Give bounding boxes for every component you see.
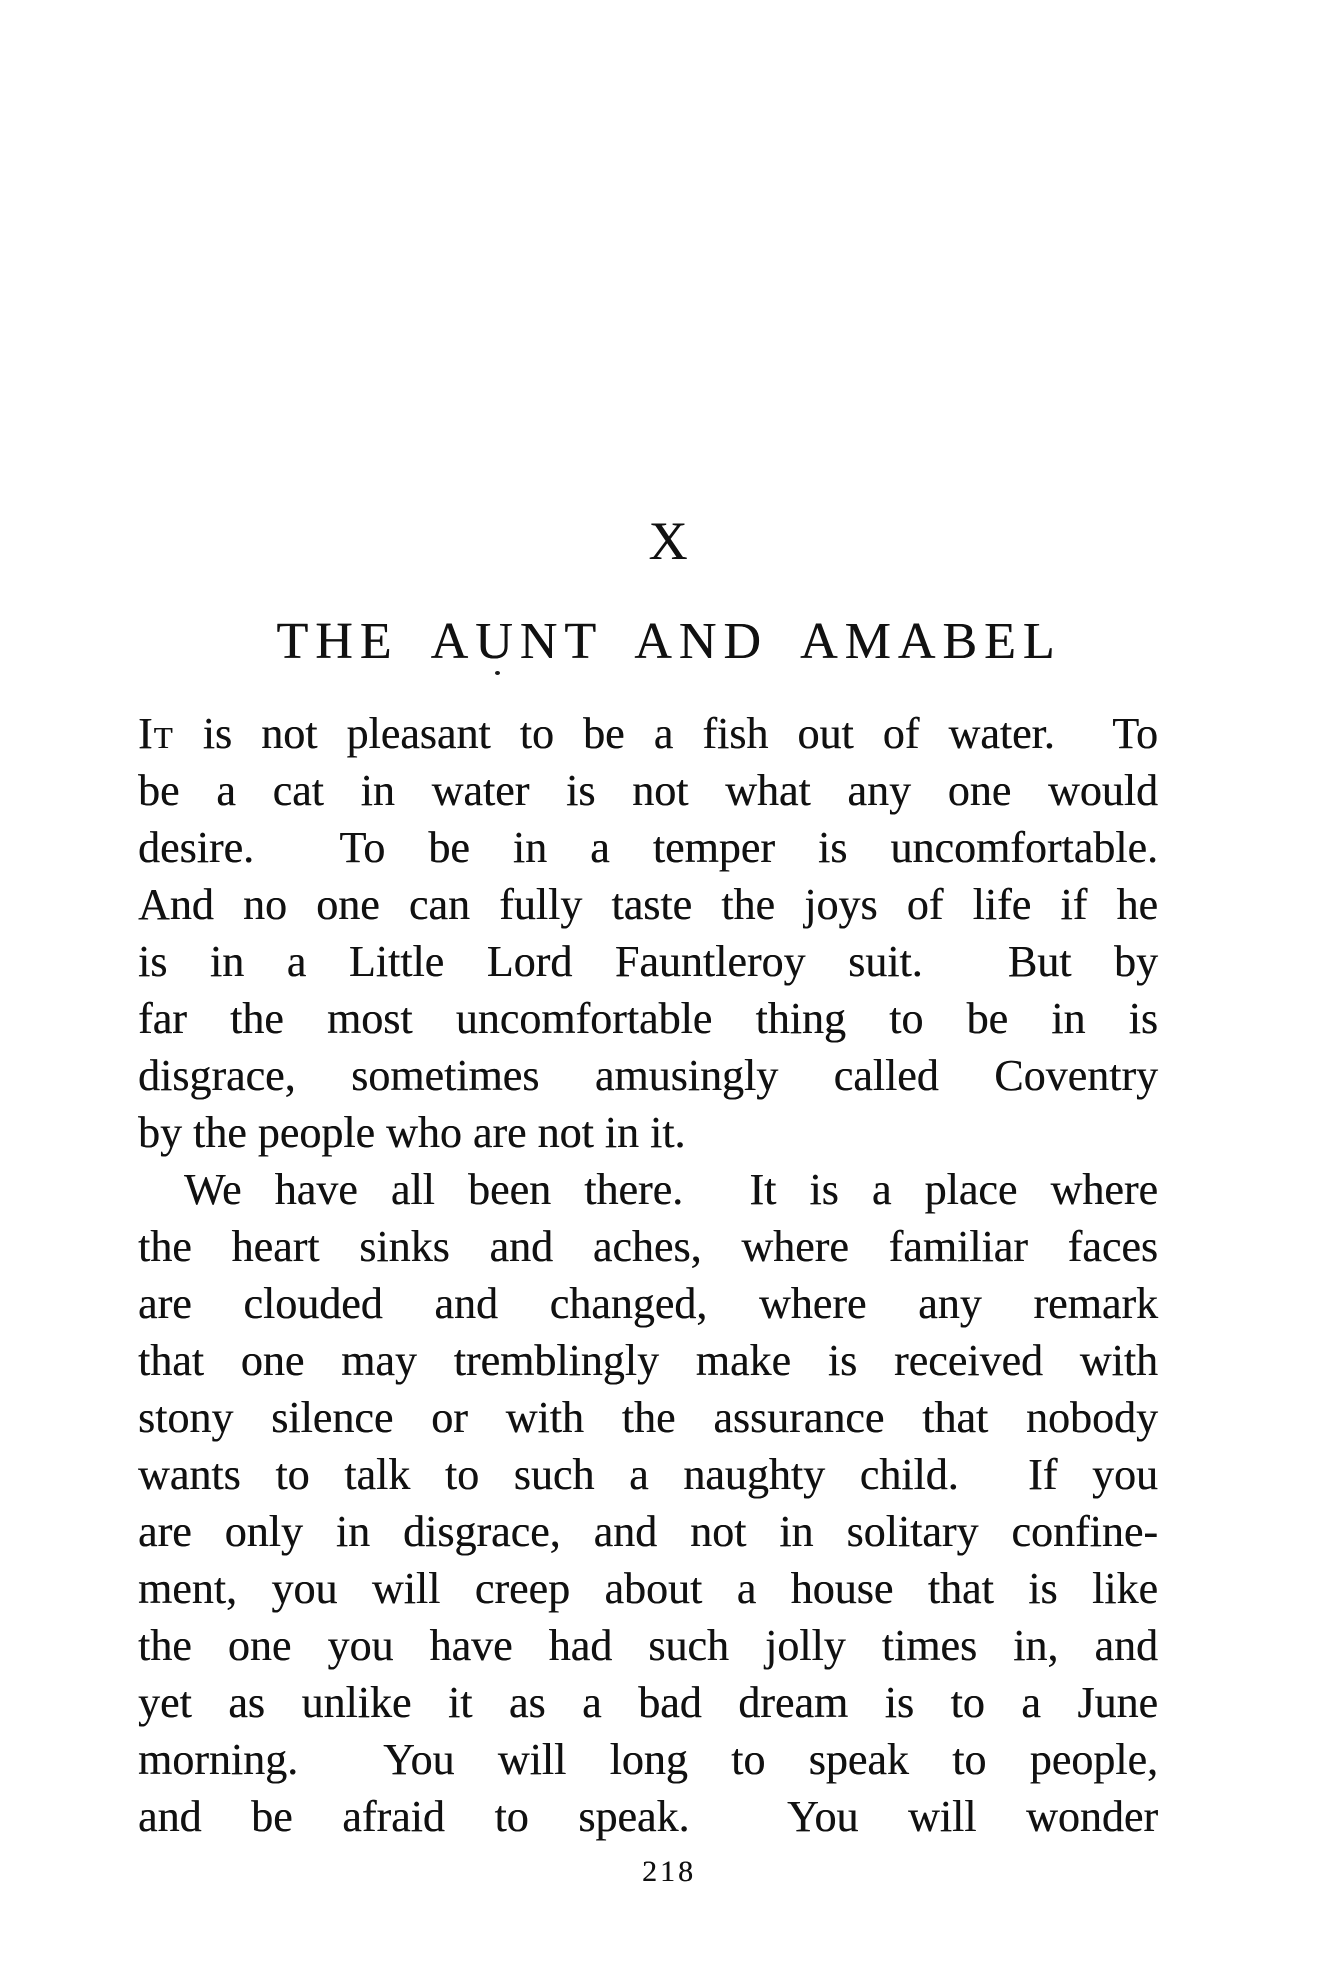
body-line — [138, 762, 1158, 819]
line-text: are clouded and changed, where any remark — [138, 1279, 1158, 1328]
body-text — [138, 705, 1158, 1845]
line-text: desire. To be in a temper is uncomfortable. — [138, 823, 1158, 872]
line-text: disgrace, sometimes amusingly called Coventry — [138, 1051, 1158, 1100]
body-line — [138, 1446, 1158, 1503]
line-text: and be afraid to speak. You will wonder — [138, 1792, 1158, 1841]
body-line — [138, 1161, 1158, 1218]
body-line — [138, 1218, 1158, 1275]
body-line — [138, 1731, 1158, 1788]
line-text: by the people who are not in it. — [138, 1108, 686, 1157]
line-text: be a cat in water is not what any one would — [138, 766, 1158, 815]
body-line — [138, 1617, 1158, 1674]
body-line — [138, 1047, 1158, 1104]
body-line — [138, 1503, 1158, 1560]
body-line — [138, 1332, 1158, 1389]
line-text: And no one can fully taste the joys of life if he — [138, 880, 1158, 929]
page-number: 218 — [642, 1855, 696, 1888]
body-line — [138, 876, 1158, 933]
body-line — [138, 990, 1158, 1047]
line-text: We have all been there. It is a place where — [184, 1165, 1158, 1214]
chapter-title: THE AUNT AND AMABEL — [276, 613, 1062, 670]
line-text: the one you have had such jolly times in, and — [138, 1621, 1158, 1670]
line-text: far the most uncomfortable thing to be in is — [138, 994, 1158, 1043]
line-text: ment, you will creep about a house that is like — [138, 1564, 1158, 1613]
chapter-number: X — [648, 511, 690, 571]
scan-artifact-dot — [495, 671, 500, 675]
line-text: is in a Little Lord Fauntleroy suit. But by — [138, 937, 1158, 986]
body-line — [138, 1389, 1158, 1446]
body-line — [138, 933, 1158, 990]
body-line — [138, 705, 1158, 762]
line-text: wants to talk to such a naughty child. If you — [138, 1450, 1158, 1499]
body-line — [138, 1674, 1158, 1731]
line-text: stony silence or with the assurance that nobody — [138, 1393, 1158, 1442]
body-line — [138, 1788, 1158, 1845]
body-line — [138, 1104, 1158, 1161]
line-text: yet as unlike it as a bad dream is to a June — [138, 1678, 1158, 1727]
line-text: morning. You will long to speak to people, — [138, 1735, 1158, 1784]
body-line — [138, 1560, 1158, 1617]
line-text: are only in disgrace, and not in solitary confine- — [138, 1507, 1158, 1556]
line-text: the heart sinks and aches, where familiar faces — [138, 1222, 1158, 1271]
body-line — [138, 1275, 1158, 1332]
line-text: is not pleasant to be a fish out of water. To — [173, 709, 1158, 758]
small-caps-lead: It — [138, 709, 174, 758]
body-line — [138, 819, 1158, 876]
line-text: that one may tremblingly make is received with — [138, 1336, 1158, 1385]
